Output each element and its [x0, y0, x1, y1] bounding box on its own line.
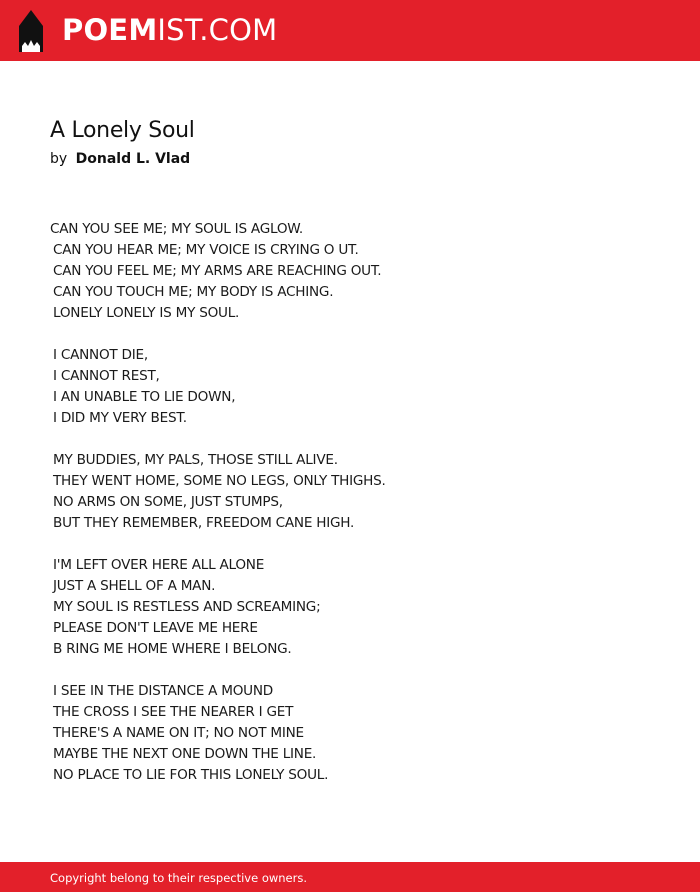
poem-line: THERE'S A NAME ON IT; NO NOT MINE [53, 725, 304, 741]
poem-line: CAN YOU TOUCH ME; MY BODY IS ACHING. [53, 284, 334, 300]
by-prefix: by [50, 151, 68, 167]
site-header [0, 0, 700, 61]
poem-line: CAN YOU HEAR ME; MY VOICE IS CRYING O UT. [53, 242, 359, 258]
poem-line: THE CROSS I SEE THE NEARER I GET [53, 704, 294, 720]
site-footer [0, 862, 700, 892]
poem-line: NO ARMS ON SOME, JUST STUMPS, [53, 494, 283, 510]
poem-line: JUST A SHELL OF A MAN. [53, 578, 216, 594]
stanza-gap [50, 534, 650, 555]
poem-body [50, 219, 650, 786]
poem-line: MAYBE THE NEXT ONE DOWN THE LINE. [53, 746, 317, 762]
poem-line: PLEASE DON'T LEAVE ME HERE [53, 620, 258, 636]
stanza-gap [50, 324, 650, 345]
pencil-icon[interactable] [18, 10, 44, 52]
poem-line: I AN UNABLE TO LIE DOWN, [53, 389, 236, 405]
poem-line: NO PLACE TO LIE FOR THIS LONELY SOUL. [53, 767, 329, 783]
poem-line: LONELY LONELY IS MY SOUL. [53, 305, 240, 321]
poem-line: I CANNOT REST, [53, 368, 160, 384]
logo-light-text: IST.COM [157, 13, 278, 47]
poem-line: CAN YOU SEE ME; MY SOUL IS AGLOW. [50, 221, 303, 237]
author-name: Donald L. Vlad [75, 151, 191, 167]
stanza-gap [50, 660, 650, 681]
site-logo[interactable] [62, 12, 277, 48]
poem-line: I DID MY VERY BEST. [53, 410, 187, 426]
copyright-text: Copyright belong to their respective owners. [50, 871, 308, 885]
poem-line: CAN YOU FEEL ME; MY ARMS ARE REACHING OUT. [53, 263, 382, 279]
poem-line: I SEE IN THE DISTANCE A MOUND [53, 683, 274, 699]
byline [50, 148, 190, 170]
stanza-gap [50, 429, 650, 450]
poem-title: A Lonely Soul [50, 118, 195, 143]
poem-line: MY BUDDIES, MY PALS, THOSE STILL ALIVE. [53, 452, 338, 468]
poem-line: THEY WENT HOME, SOME NO LEGS, ONLY THIGHS. [53, 473, 386, 489]
poem-line: BUT THEY REMEMBER, FREEDOM CANE HIGH. [53, 515, 355, 531]
poem-line: B RING ME HOME WHERE I BELONG. [53, 641, 292, 657]
poem-line: MY SOUL IS RESTLESS AND SCREAMING; [53, 599, 321, 615]
logo-bold-text: POEM [62, 13, 158, 47]
poem-line: I'M LEFT OVER HERE ALL ALONE [53, 557, 265, 573]
poem-line: I CANNOT DIE, [53, 347, 148, 363]
